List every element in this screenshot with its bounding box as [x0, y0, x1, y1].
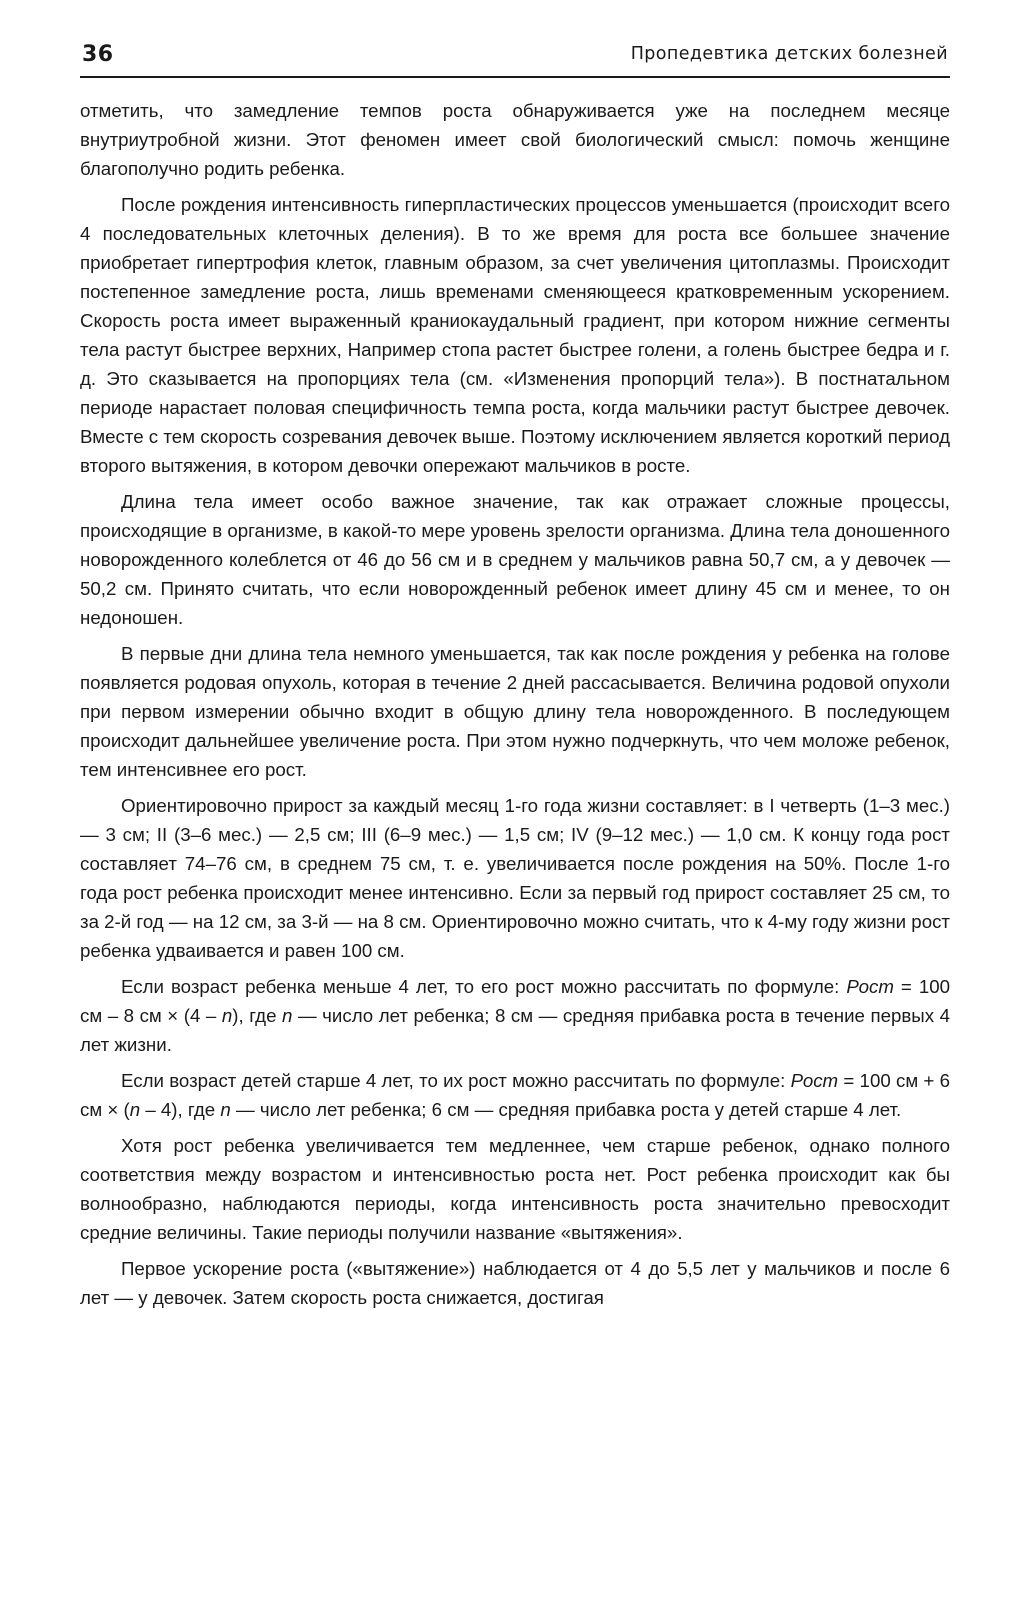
paragraph: Длина тела имеет особо важное значение, так как отражает сложные процессы, происходящие в организме, в какой-то мере уровень зрелости организма. Длина тела доношенного новорожденного колеблется от 46 до 56 см и в среднем у мальчиков равна 50,7 см, а у девочек — 50,2 см. Принято считать, что если новорожденный ребенок имеет длину 45 см и менее, то он недоношен.	[80, 491, 950, 628]
formula-variable: Рост	[846, 976, 894, 997]
formula-variable: n	[282, 1005, 293, 1026]
paragraph: отметить, что замедление темпов роста обнаруживается уже на последнем месяце внутриутробной жизни. Этот феномен имеет свой биологический смысл: помочь женщине благополучно родить ребенка.	[80, 100, 950, 179]
formula-variable: n	[220, 1099, 231, 1120]
formula-variable: n	[129, 1099, 141, 1120]
formula-variable: Рост	[790, 1070, 839, 1091]
paragraph: Ориентировочно прирост за каждый месяц 1-го года жизни составляет: в I четверть (1–3 мес.) — 3 см; II (3–6 мес.) — 2,5 см; III (6–9 мес.) — 1,5 см; IV (9–12 мес.) — 1,0 см. К концу года рост составляет 74–76 см, в среднем 75 см, т. е. увеличивается после рождения на 50%. После 1-го года рост ребенка происходит менее интенсивно. Если за первый год прирост составляет 25 см, то за 2-й год — на 12 см, за 3-й — на 8 см. Ориентировочно можно считать, что к 4-му году жизни рост ребенка удваивается и равен 100 см.	[80, 795, 950, 961]
page-body	[80, 96, 950, 1312]
paragraph: Хотя рост ребенка увеличивается тем медленнее, чем старше ребенок, однако полного соответствия между возрастом и интенсивностью роста нет. Рост ребенка происходит как бы волнообразно, наблюдаются периоды, когда интенсивность роста значительно превосходит средние величины. Такие периоды получили название «вытяжения».	[80, 1135, 950, 1243]
formula-variable: n	[221, 1005, 233, 1026]
formula-paragraph-under-4: Если возраст ребенка меньше 4 лет, то его рост можно рассчитать по формуле: Рост = 100 см – 8 см × (4 – n), где n — число лет ребенка; 8 см — средняя прибавка роста в течение первых 4 лет жизни.	[80, 976, 950, 1055]
paragraph: После рождения интенсивность гиперпластических процессов уменьшается (происходит всего 4 последовательных клеточных деления). В то же время для роста все большее значение приобретает гипертрофия клеток, главным образом, за счет увеличения цитоплазмы. Происходит постепенное замедление роста, лишь временами сменяющееся кратковременным ускорением. Скорость роста имеет выраженный краниокаудальный градиент, при котором нижние сегменты тела растут быстрее верхних, Например стопа растет быстрее голени, а голень быстрее бедра и г. д. Это сказывается на пропорциях тела (см. «Изменения пропорций тела»). В постнатальном периоде нарастает половая специфичность темпа роста, когда мальчики растут быстрее девочек. Вместе с тем скорость созревания девочек выше. Поэтому исключением является короткий период второго вытяжения, в котором девочки опережают мальчиков в росте.	[80, 194, 950, 476]
running-title: Пропедевтика детских болезней	[630, 44, 948, 64]
formula-paragraph-over-4: Если возраст детей старше 4 лет, то их рост можно рассчитать по формуле: Рост = 100 см + 6 см × (n – 4), где n — число лет ребенка; 6 см — средняя прибавка роста у детей старше 4 лет.	[80, 1070, 950, 1120]
paragraph: В первые дни длина тела немного уменьшается, так как после рождения у ребенка на голове появляется родовая опухоль, которая в течение 2 дней рассасывается. Величина родовой опухоли при первом измерении обычно входит в общую длину тела новорожденного. В последующем происходит дальнейшее увеличение роста. При этом нужно подчеркнуть, что чем моложе ребенок, тем интенсивнее его рост.	[80, 643, 950, 780]
header-rule	[80, 76, 950, 78]
page-header	[80, 34, 950, 78]
paragraph: Первое ускорение роста («вытяжение») наблюдается от 4 до 5,5 лет у мальчиков и после 6 лет — у девочек. Затем скорость роста снижается, достигая	[80, 1258, 950, 1308]
page-number: 36	[82, 42, 114, 67]
